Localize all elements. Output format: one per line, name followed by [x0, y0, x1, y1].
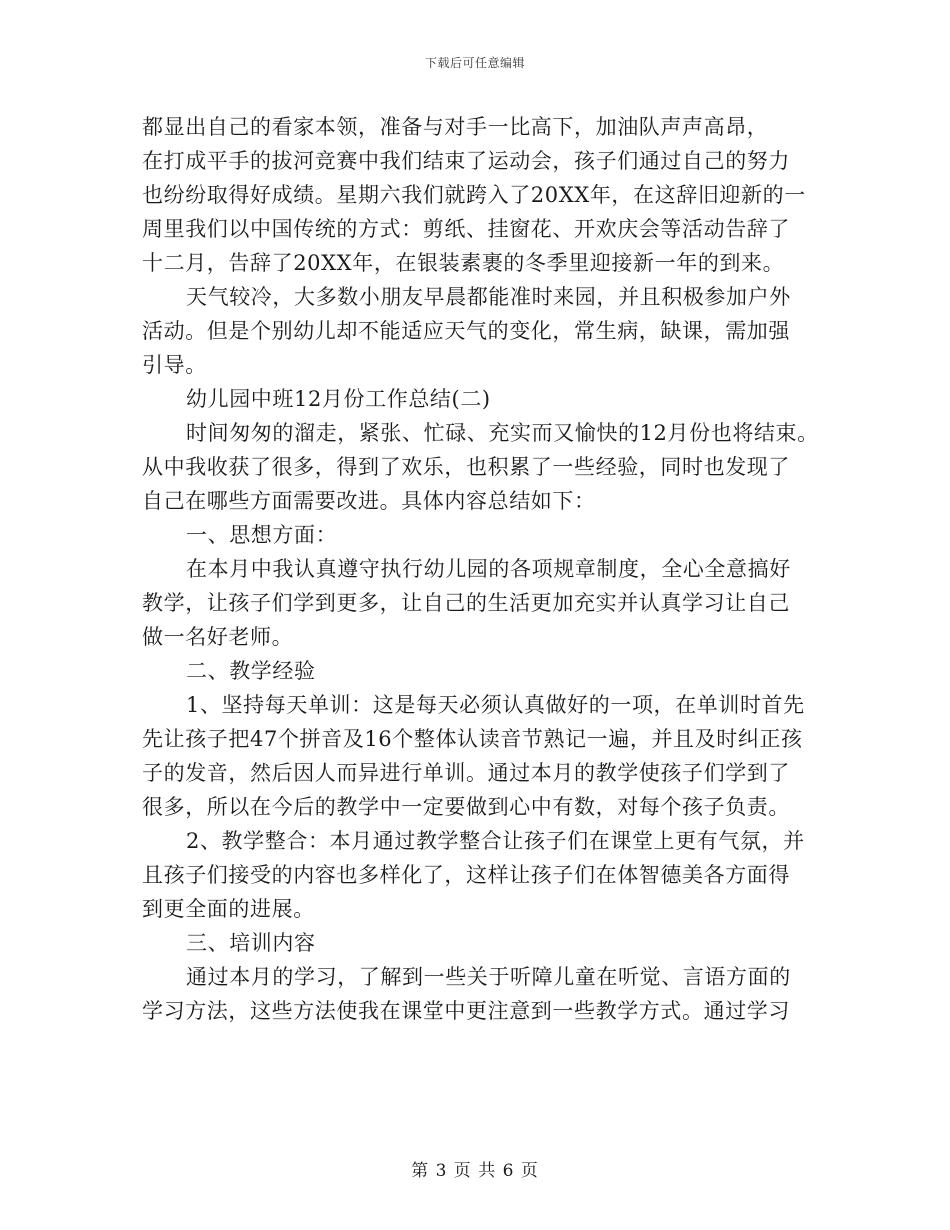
text-line: 很多，所以在今后的教学中一定要做到心中有数，对每个孩子负责。 — [142, 795, 790, 819]
page-header: 下载后可任意编辑 — [424, 56, 525, 70]
text-line: 三、培训内容 — [186, 931, 316, 955]
text-line: 子的发音，然后因人而异进行单训。通过本月的教学使孩子们学到了 — [142, 761, 790, 785]
document-body — [142, 110, 822, 1028]
text-line: 天气较冷，大多数小朋友早晨都能准时来园，并且积极参加户外 — [186, 285, 791, 309]
text-line: 引导。 — [142, 353, 207, 377]
text-line: 到更全面的进展。 — [142, 897, 315, 921]
text-line: 且孩子们接受的内容也多样化了，这样让孩子们在体智德美各方面得 — [142, 863, 790, 887]
text-line: 做一名好老师。 — [142, 625, 294, 649]
text-line: 通过本月的学习，了解到一些关于听障儿童在听觉、言语方面的 — [186, 965, 791, 989]
text-line: 也纷纷取得好成绩。星期六我们就跨入了20XX年，在这辞旧迎新的一 — [142, 183, 806, 207]
text-line: 幼儿园中班12月份工作总结(二) — [186, 387, 491, 411]
text-line: 十二月，告辞了20XX年，在银装素裹的冬季里迎接新一年的到来。 — [142, 251, 785, 275]
page-footer: 第 3 页 共 6 页 — [411, 1161, 539, 1181]
text-line: 时间匆匆的溜走，紧张、忙碌、充实而又愉快的12月份也将结束。 — [186, 421, 819, 445]
text-line: 在打成平手的拔河竞赛中我们结束了运动会，孩子们通过自己的努力 — [142, 149, 790, 173]
text-line: 周里我们以中国传统的方式：剪纸、挂窗花、开欢庆会等活动告辞了 — [142, 217, 790, 241]
text-line: 活动。但是个别幼儿却不能适应天气的变化，常生病，缺课，需加强 — [142, 319, 790, 343]
text-line: 在本月中我认真遵守执行幼儿园的各项规章制度，全心全意搞好 — [186, 557, 791, 581]
text-line: 学习方法，这些方法使我在课堂中更注意到一些教学方式。通过学习 — [142, 999, 790, 1023]
text-line: 2、教学整合：本月通过教学整合让孩子们在课堂上更有气氛，并 — [186, 829, 805, 853]
text-line: 二、教学经验 — [186, 659, 316, 683]
text-line: 1、坚持每天单训：这是每天必须认真做好的一项，在单训时首先 — [186, 693, 805, 717]
text-line: 先让孩子把47个拼音及16个整体认读音节熟记一遍，并且及时纠正孩 — [142, 727, 803, 751]
text-line: 自己在哪些方面需要改进。具体内容总结如下： — [142, 489, 596, 513]
text-line: 从中我收获了很多，得到了欢乐，也积累了一些经验，同时也发现了 — [142, 455, 790, 479]
text-line: 都显出自己的看家本领，准备与对手一比高下，加油队声声高昂， — [142, 115, 769, 139]
text-line: 一、思想方面： — [186, 523, 338, 547]
text-line: 教学，让孩子们学到更多，让自己的生活更加充实并认真学习让自己 — [142, 591, 790, 615]
